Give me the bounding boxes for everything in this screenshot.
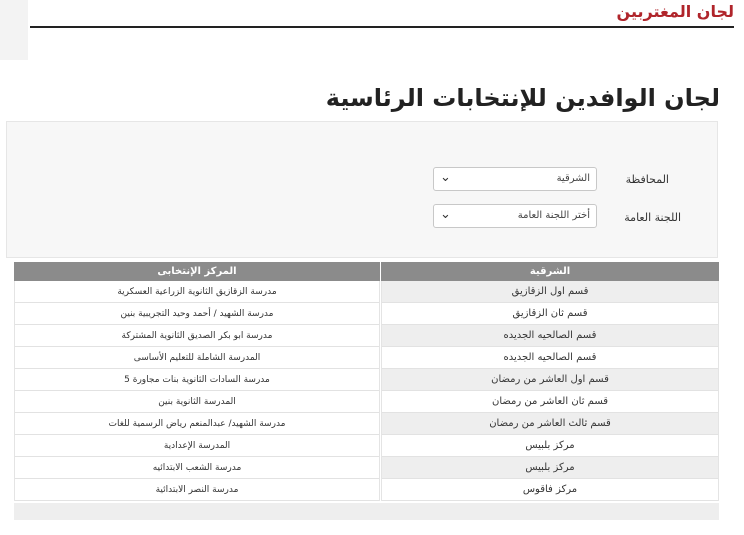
center-row: مدرسة الزقازيق الثانوية الزراعية العسكرية [15, 281, 379, 303]
filter-panel [6, 121, 718, 258]
district-row[interactable]: قسم ثان العاشر من رمضان [382, 391, 718, 413]
center-row: مدرسة النصر الابتدائية [15, 479, 379, 501]
top-divider [30, 26, 734, 28]
center-row: المدرسة الإعدادية [15, 435, 379, 457]
district-row[interactable]: مركز بلبيس [382, 457, 718, 479]
centers-table [14, 262, 380, 501]
governorate-select[interactable] [433, 167, 597, 191]
centers-rows [14, 281, 380, 501]
committee-select[interactable] [433, 204, 597, 228]
centers-header: المركز الإنتخابى [14, 262, 380, 281]
center-row: مدرسة الشعب الابتدائيه [15, 457, 379, 479]
district-row[interactable]: مركز فاقوس [382, 479, 718, 501]
district-row[interactable]: قسم اول العاشر من رمضان [382, 369, 718, 391]
center-row: مدرسة ابو بكر الصديق الثانوية المشتركة [15, 325, 379, 347]
governorate-label: المحافظة [625, 173, 669, 186]
district-row[interactable]: قسم ثالث العاشر من رمضان [382, 413, 718, 435]
districts-rows [381, 281, 719, 501]
center-row: مدرسة الشهيد / أحمد وحيد التجريبية بنين [15, 303, 379, 325]
districts-header: الشرقية [381, 262, 719, 281]
top-title[interactable]: لجان المغتربين [616, 2, 734, 21]
district-row[interactable]: قسم ثان الزقازيق [382, 303, 718, 325]
committee-label: اللجنة العامة [624, 211, 681, 224]
district-row[interactable]: مركز بلبيس [382, 435, 718, 457]
center-row: المدرسة الشاملة للتعليم الأساسى [15, 347, 379, 369]
center-row: مدرسة السادات الثانوية بنات مجاورة 5 [15, 369, 379, 391]
committee-selected-value: أختر اللجنة العامة [517, 210, 590, 221]
chevron-down-icon: ⌄ [440, 207, 451, 222]
center-row: المدرسة الثانوية بنين [15, 391, 379, 413]
center-row: مدرسة الشهيد/ عبدالمنعم رياض الرسمية للغات [15, 413, 379, 435]
table-footer-bar [14, 503, 719, 520]
district-row[interactable]: قسم الصالحيه الجديده [382, 325, 718, 347]
chevron-down-icon: ⌄ [440, 170, 451, 185]
governorate-selected-value: الشرقية [556, 173, 590, 184]
top-left-shade [0, 0, 28, 60]
district-row[interactable]: قسم اول الزقازيق [382, 281, 718, 303]
districts-table [381, 262, 719, 501]
district-row[interactable]: قسم الصالحيه الجديده [382, 347, 718, 369]
page-title: لجان الوافدين للإنتخابات الرئاسية [325, 84, 720, 112]
